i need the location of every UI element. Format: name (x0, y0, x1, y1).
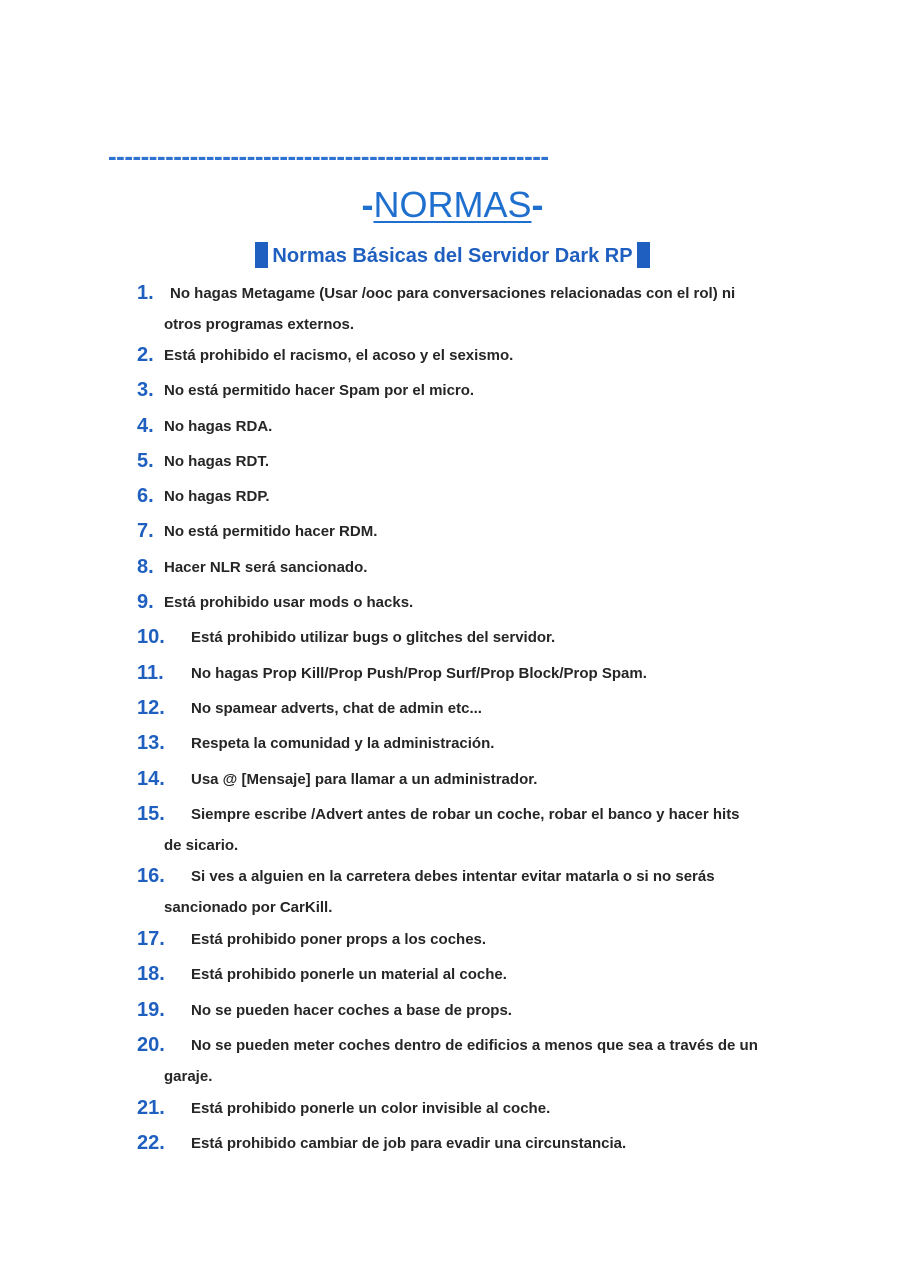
rule-text: No se pueden hacer coches a base de props. (191, 1002, 512, 1019)
rule-text: Está prohibido utilizar bugs o glitches del servidor. (191, 629, 556, 646)
rule-text: Está prohibido ponerle un material al coche. (191, 966, 507, 983)
rule-number: 8. (137, 556, 154, 578)
rule-number: 19. (137, 999, 165, 1021)
rule-text: No se pueden meter coches dentro de edificios a menos que sea a través de un (191, 1037, 758, 1054)
rule-text: No hagas RDP. (164, 488, 270, 505)
rule-text: Está prohibido el racismo, el acoso y el sexismo. (164, 347, 514, 364)
rule-number: 12. (137, 697, 165, 719)
rule-text: Está prohibido poner props a los coches. (191, 931, 487, 948)
rule-number: 9. (137, 591, 154, 613)
rule-text: No spamear adverts, chat de admin etc... (191, 700, 482, 717)
rule-number: 2. (137, 344, 154, 366)
rule-number: 17. (137, 928, 165, 950)
rule-number: 13. (137, 732, 165, 754)
rule-number: 3. (137, 379, 154, 401)
rule-number: 4. (137, 415, 154, 437)
rule-number: 21. (137, 1097, 165, 1119)
rule-number: 10. (137, 626, 165, 648)
rule-text: No hagas Metagame (Usar /ooc para conversaciones relacionadas con el rol) ni (170, 285, 736, 302)
rule-text: Usa @ [Mensaje] para llamar a un administrador. (191, 771, 538, 788)
rule-number: 11. (137, 662, 164, 684)
title-suffix: - (531, 184, 544, 225)
rule-number: 20. (137, 1034, 165, 1056)
rule-text: Siempre escribe /Advert antes de robar un coche, robar el banco y hacer hits (191, 806, 740, 823)
rule-number: 7. (137, 520, 154, 542)
separator-line: ------------------------------------------------------ (108, 141, 549, 171)
rule-number: 1. (137, 282, 154, 304)
rule-text: No hagas RDA. (164, 418, 273, 435)
rule-text-continued: otros programas externos. (164, 316, 355, 333)
rule-number: 6. (137, 485, 154, 507)
rule-number: 5. (137, 450, 154, 472)
section-heading-text: Normas Básicas del Servidor Dark RP (272, 245, 633, 267)
rule-text: No está permitido hacer RDM. (164, 523, 378, 540)
rule-text-continued: de sicario. (164, 837, 239, 854)
rule-text: Hacer NLR será sancionado. (164, 559, 368, 576)
rule-text: Está prohibido cambiar de job para evadir una circunstancia. (191, 1135, 627, 1152)
rule-text: Está prohibido ponerle un color invisible al coche. (191, 1100, 551, 1117)
rule-number: 18. (137, 963, 165, 985)
rule-text: No hagas RDT. (164, 453, 270, 470)
rule-number: 16. (137, 865, 165, 887)
title-prefix: - (361, 184, 374, 225)
rule-text: Si ves a alguien en la carretera debes intentar evitar matarla o si no serás (191, 868, 715, 885)
rule-number: 14. (137, 768, 165, 790)
rule-text: No está permitido hacer Spam por el micro. (164, 382, 475, 399)
rule-text: Respeta la comunidad y la administración. (191, 735, 495, 752)
title-word: NORMAS (373, 184, 532, 225)
rule-text-continued: garaje. (164, 1068, 213, 1085)
rule-text-continued: sancionado por CarKill. (164, 899, 333, 916)
rule-text: Está prohibido usar mods o hacks. (164, 594, 414, 611)
rule-number: 22. (137, 1132, 165, 1154)
rule-text: No hagas Prop Kill/Prop Push/Prop Surf/Prop Block/Prop Spam. (191, 665, 647, 682)
rule-number: 15. (137, 803, 165, 825)
